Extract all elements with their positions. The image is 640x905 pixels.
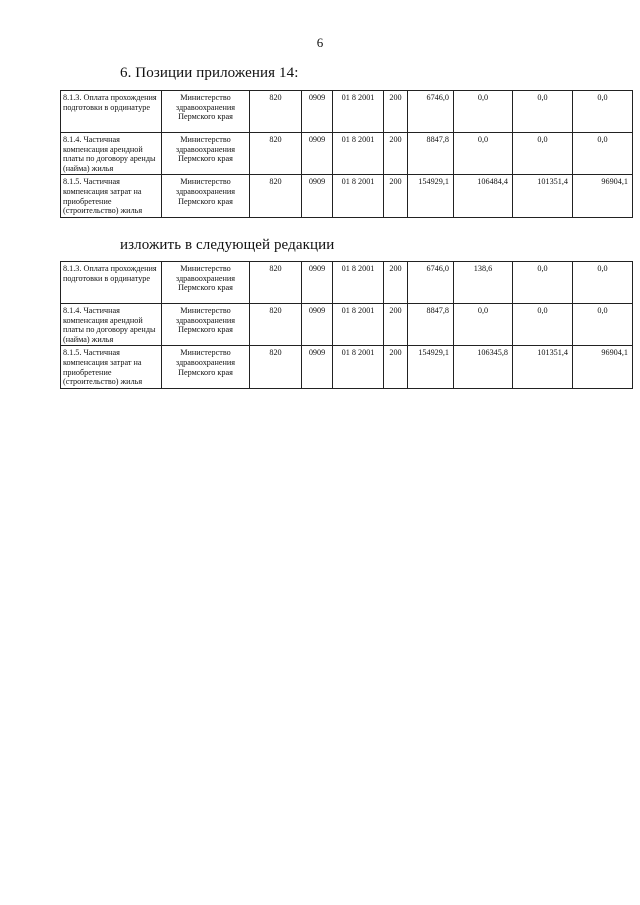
code-ministry: 820 — [250, 304, 302, 346]
code-expense-type: 200 — [384, 262, 408, 304]
position-name: 8.1.3. Оплата прохождения подготовки в ординатуре — [61, 262, 162, 304]
code-expense-type: 200 — [384, 304, 408, 346]
table-row — [61, 175, 633, 217]
code-target: 01 8 2001 — [333, 91, 384, 133]
code-expense-type: 200 — [384, 346, 408, 388]
amount-4: 0,0 — [573, 304, 633, 346]
amount-1: 8847,8 — [408, 304, 454, 346]
code-ministry: 820 — [250, 91, 302, 133]
code-ministry: 820 — [250, 175, 302, 217]
amount-1: 6746,0 — [408, 262, 454, 304]
amount-2: 0,0 — [454, 304, 513, 346]
code-section: 0909 — [302, 91, 333, 133]
code-section: 0909 — [302, 346, 333, 388]
position-name: 8.1.4. Частичная компенсация арендной платы по договору аренды (найма) жилья — [61, 133, 162, 175]
code-section: 0909 — [302, 133, 333, 175]
code-target: 01 8 2001 — [333, 262, 384, 304]
page-number: 6 — [316, 35, 324, 50]
amount-1: 154929,1 — [408, 175, 454, 217]
position-name: 8.1.5. Частичная компенсация затрат на приобретение (строительство) жилья — [61, 175, 162, 217]
table-row — [61, 262, 633, 304]
ministry-name: Министерство здравоохранения Пермского края — [162, 175, 250, 217]
code-expense-type: 200 — [384, 175, 408, 217]
section-heading-new: изложить в следующей редакции — [120, 237, 335, 253]
amount-1: 154929,1 — [408, 346, 454, 388]
positions-table-new — [60, 261, 633, 389]
ministry-name: Министерство здравоохранения Пермского края — [162, 133, 250, 175]
amount-3: 0,0 — [513, 91, 573, 133]
amount-4: 0,0 — [573, 91, 633, 133]
amount-4: 0,0 — [573, 133, 633, 175]
amount-3: 0,0 — [513, 133, 573, 175]
amount-3: 101351,4 — [513, 346, 573, 388]
code-section: 0909 — [302, 175, 333, 217]
code-expense-type: 200 — [384, 91, 408, 133]
code-ministry: 820 — [250, 262, 302, 304]
amount-2: 106345,8 — [454, 346, 513, 388]
table-row — [61, 346, 633, 388]
amount-4: 96904,1 — [573, 346, 633, 388]
amount-3: 0,0 — [513, 304, 573, 346]
amount-2: 106484,4 — [454, 175, 513, 217]
code-target: 01 8 2001 — [333, 175, 384, 217]
code-target: 01 8 2001 — [333, 133, 384, 175]
code-section: 0909 — [302, 304, 333, 346]
positions-table-old — [60, 90, 633, 218]
amount-4: 96904,1 — [573, 175, 633, 217]
table-row — [61, 133, 633, 175]
position-name: 8.1.3. Оплата прохождения подготовки в ординатуре — [61, 91, 162, 133]
position-name: 8.1.4. Частичная компенсация арендной платы по договору аренды (найма) жилья — [61, 304, 162, 346]
amount-2: 0,0 — [454, 133, 513, 175]
amount-2: 0,0 — [454, 91, 513, 133]
amount-1: 8847,8 — [408, 133, 454, 175]
table-row — [61, 91, 633, 133]
ministry-name: Министерство здравоохранения Пермского края — [162, 91, 250, 133]
amount-3: 0,0 — [513, 262, 573, 304]
ministry-name: Министерство здравоохранения Пермского края — [162, 346, 250, 388]
amount-3: 101351,4 — [513, 175, 573, 217]
ministry-name: Министерство здравоохранения Пермского края — [162, 304, 250, 346]
code-target: 01 8 2001 — [333, 346, 384, 388]
ministry-name: Министерство здравоохранения Пермского края — [162, 262, 250, 304]
amount-2: 138,6 — [454, 262, 513, 304]
amount-4: 0,0 — [573, 262, 633, 304]
code-ministry: 820 — [250, 346, 302, 388]
amount-1: 6746,0 — [408, 91, 454, 133]
section-heading-old: 6. Позиции приложения 14: — [120, 65, 299, 81]
code-ministry: 820 — [250, 133, 302, 175]
table-row — [61, 304, 633, 346]
code-target: 01 8 2001 — [333, 304, 384, 346]
code-section: 0909 — [302, 262, 333, 304]
code-expense-type: 200 — [384, 133, 408, 175]
position-name: 8.1.5. Частичная компенсация затрат на приобретение (строительство) жилья — [61, 346, 162, 388]
